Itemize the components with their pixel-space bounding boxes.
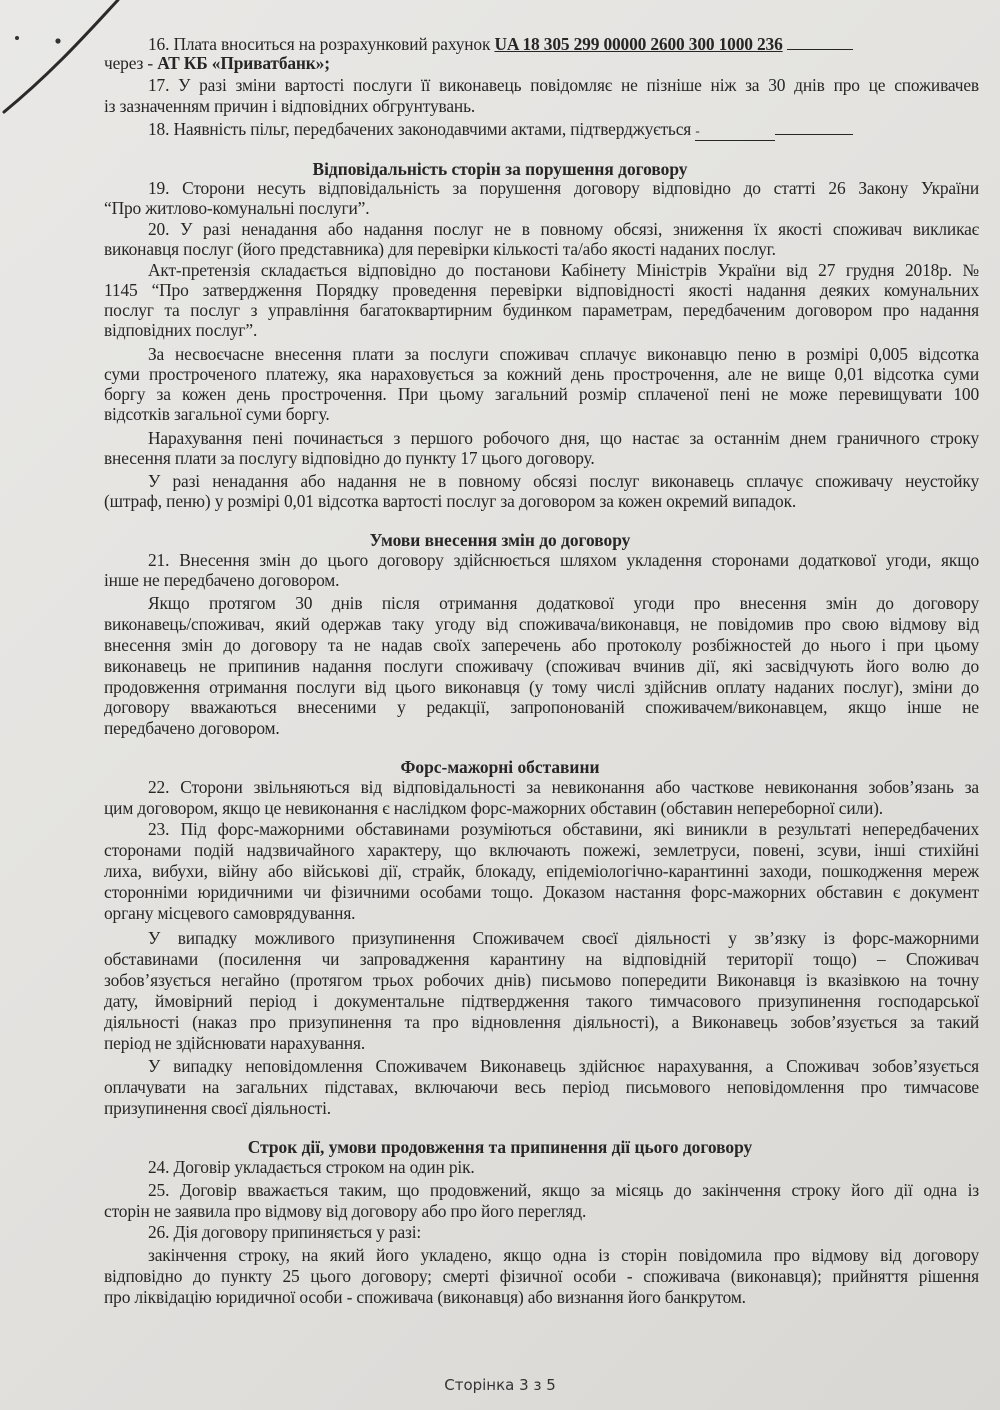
section3-line: У випадку можливого призупинення Споживачем своєї діяльності у зв’язку із форс-мажорними (148, 928, 979, 948)
section2-line: виконавець/споживач, який одержав таку угоду від споживача/виконавця, не повідомив про свою відмову від (104, 614, 979, 634)
clause-16-line-2 (104, 53, 979, 73)
section1-line: внесення плати за послугу відповідно до пункту 17 цього договору. (104, 448, 595, 468)
clause-16-line-1 (148, 34, 979, 54)
clause-18-line (148, 119, 979, 139)
section-heading-liability: Відповідальність сторін за порушення договору (312, 159, 688, 179)
section1-line: 19. Сторони несуть відповідальність за порушення договору відповідно до статті 26 Закону України (148, 178, 979, 198)
section4-line: закінчення строку, на який його укладено, якщо одна із сторін повідомила про відмову від договору (148, 1245, 979, 1265)
section2-line: інше не передбачено договором. (104, 570, 340, 590)
section1-line: виконавця послуг (його представника) для перевірки кількості та/або якості наданих послуг. (104, 239, 776, 259)
section1-line: (штраф, пеню) у розмірі 0,01 відсотка вартості послуг за договором за кожен окремий випадок. (104, 491, 797, 511)
blank-line (775, 120, 853, 135)
section4-line: про ліквідацію юридичної особи - споживача (виконавця) або визнання його банкрутом. (104, 1287, 746, 1307)
section-heading-term: Строк дії, умови продовження та припинення дії цього договору (247, 1137, 753, 1157)
section2-line: договору вважаються внесеними у редакції, запропонованій споживачем/виконавцем, якщо інше не (104, 697, 979, 717)
section1-line: 1145 “Про затвердження Порядку проведення перевірки відповідності якості надання деяких комунальних (104, 280, 979, 300)
section4-line: 25. Договір вважається таким, що продовжений, якщо за місяць до закінчення строку його дії одна із (148, 1180, 979, 1200)
section1-line: “Про житлово-комунальні послуги”. (104, 198, 370, 218)
section3-line: призупинення своєї діяльності. (104, 1098, 331, 1118)
section1-line: відповідних послуг”. (104, 320, 258, 340)
bank-name: АТ КБ «Приватбанк»; (157, 53, 330, 73)
section3-line: органу місцевого самоврядування. (104, 903, 356, 923)
section1-line: Акт-претензія складається відповідно до постанови Кабінету Міністрів України від 27 грудня 2018р. № (148, 260, 979, 280)
page-number: Сторінка 3 з 5 (444, 1376, 556, 1394)
section1-line: відсотків загальної суми боргу. (104, 404, 330, 424)
bank-account-number: UA 18 305 299 00000 2600 300 1000 236 (494, 34, 783, 54)
section3-line: діяльності (наказ про призупинення та про відновлення діяльності), а Виконавець зобов’язується за такий (104, 1012, 979, 1032)
clause-16-text: 16. Плата вноситься на розрахунковий рахунок (148, 34, 495, 54)
section3-line: обставинами (посилення чи запровадження карантину на відповідній території тощо) – Споживач (104, 949, 979, 969)
section2-line: продовження отримання послуги від цього виконавця (у тому числі здійснив оплату наданих послуг), зміни до (104, 677, 979, 697)
section1-line: суми простроченого платежу, яка нараховується за кожний день прострочення, але не вище 0,01 відсотка суми (104, 364, 979, 384)
section3-line: сторонніми юридичними чи фізичними особами тощо. Доказом настання форс-мажорних обставин є документ (104, 882, 979, 902)
section4-line: 24. Договір укладається строком на один рік. (148, 1157, 475, 1177)
section2-line: передбачено договором. (104, 718, 280, 738)
section1-line: боргу за кожен день прострочення. При цьому загальний розмір сплаченої пені не може перевищувати 100 (104, 384, 979, 404)
section-heading-amendments: Умови внесення змін до договору (369, 530, 631, 550)
section3-line: цим договором, якщо це невиконання є наслідком форс-мажорних обставин (обставин непереборної сили). (104, 798, 884, 818)
section3-line: 22. Сторони звільняються від відповідальності за невиконання або часткове невиконання зобов’язань за (148, 777, 979, 797)
section3-line: У випадку неповідомлення Споживачем Виконавець здійснює нарахування, а Споживач зобов’язується (148, 1056, 979, 1076)
section1-line: Нарахування пені починається з першого робочого дня, що настає за останнім днем граничного строку (148, 428, 979, 448)
section2-line: 21. Внесення змін до цього договору здійснюється шляхом укладення сторонами додаткової угоди, якщо (148, 550, 979, 570)
clause-17-line-1: 17. У разі зміни вартості послуги її виконавець повідомляє не пізніше ніж за 30 днів про це споживачев (148, 75, 979, 95)
clause-18-fill: - (695, 126, 775, 141)
section4-line: 26. Дія договору припиняється у разі: (148, 1222, 422, 1242)
section1-line: 20. У разі ненадання або надання послуг не в повному обсязі, зниження їх якості споживач викликає (148, 219, 979, 239)
section3-line: сторонами подій надзвичайного характеру, що включають пожежі, землетруси, повені, зсуви, інші стихійні (104, 840, 979, 860)
section1-line: За несвоєчасне внесення плати за послуги споживач сплачує виконавцю пеню в розмірі 0,005 відсотка (148, 344, 979, 364)
section1-line: послуг та послуг з управління багатоквартирним будинком параметрам, передбаченим договором про надання (104, 300, 979, 320)
section3-line: 23. Під форс-мажорними обставинами розуміються обставини, які виникли в результаті непередбачених (148, 819, 979, 839)
section1-line: У разі ненадання або надання не в повному обсязі послуг виконавець сплачує споживачу неустойку (148, 471, 979, 491)
blank-line (787, 35, 853, 50)
section3-line: лиха, вибухи, війну або військові дії, страйк, блокаду, епідеміологічно-карантинні заходи, пошкодження мереж (104, 861, 979, 881)
clause-16-via: через - (104, 53, 158, 73)
section2-line: виконавець не припинив надання послуги споживачу (споживач вчинив дії, які засвідчують його волю до (104, 656, 979, 676)
section2-line: Якщо протягом 30 днів після отримання додаткової угоди про внесення змін до договору (148, 593, 979, 613)
clause-18-text: 18. Наявність пільг, передбачених законодавчими актами, підтверджується (148, 119, 692, 139)
section3-line: період не здійснювати нарахування. (104, 1033, 366, 1053)
section3-line: дату, ймовірний період і документальне підтвердження такого тимчасового призупинення господарської (104, 991, 979, 1011)
section4-line: відповідно до пункту 25 цього договору; смерті фізичної особи - споживача (виконавця); прийняття рішення (104, 1266, 979, 1286)
section-heading-force-majeure: Форс-мажорні обставини (400, 757, 600, 777)
section3-line: оплачувати на загальних підставах, включаючи весь період письмового неповідомлення про тимчасове (104, 1077, 979, 1097)
section4-line: сторін не заявила про відмову від договору або про його перегляд. (104, 1201, 587, 1221)
section2-line: внесення змін до договору та не надав своїх заперечень або протоколу розбіжностей до нього і при цьому (104, 635, 979, 655)
section3-line: зобов’язується негайно (протягом трьох робочих днів) письмово попередити Виконавця із вказівкою на точну (104, 970, 979, 990)
clause-17-line-2: із зазначенням причин і відповідних обгрунтувань. (104, 96, 476, 116)
